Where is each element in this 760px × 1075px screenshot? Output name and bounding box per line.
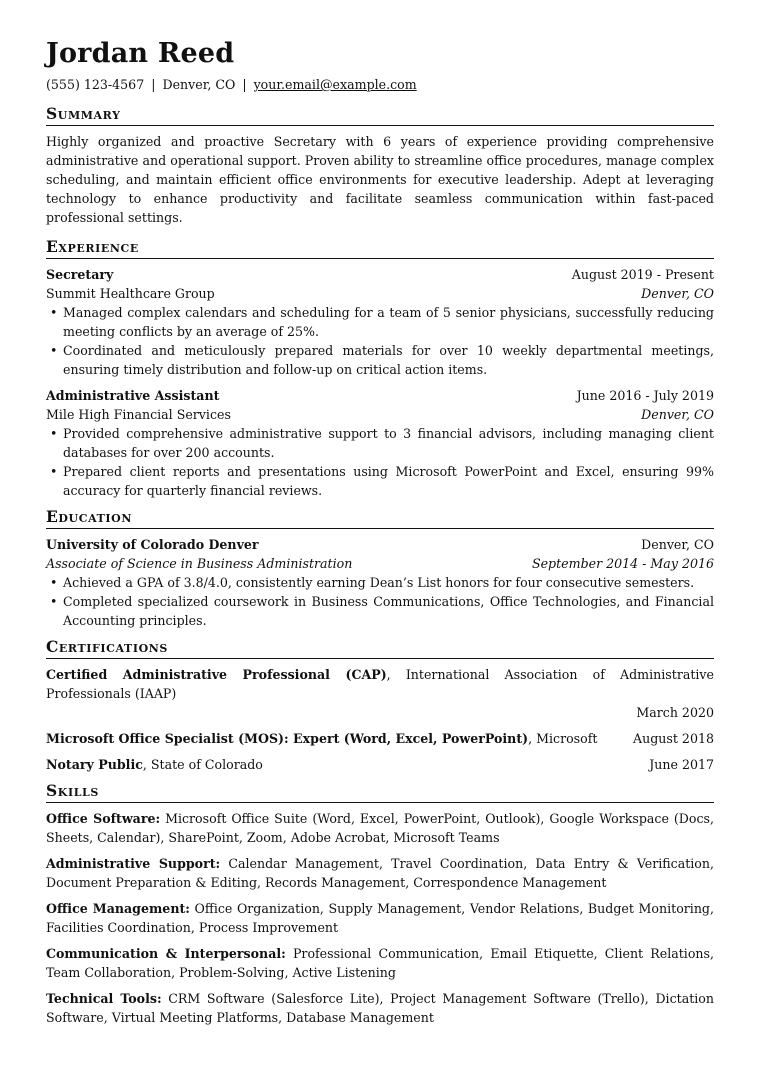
cert-issuer: , International Association of Administrative Professionals (IAAP) — [46, 667, 714, 701]
skill-item — [46, 899, 714, 937]
skill-label: Office Management: — [46, 901, 190, 916]
cert-text — [46, 755, 263, 774]
education-section — [46, 507, 714, 630]
list-item: • Coordinated and meticulously prepared materials for over 10 weekly departmental meetings, ensuring timely distribution and follow-up on critical action items. — [46, 341, 714, 379]
section-title: Summary — [46, 104, 714, 126]
skills-section — [46, 781, 714, 1027]
job-role: Administrative Assistant — [46, 388, 220, 403]
job-dates: August 2019 - Present — [571, 267, 714, 282]
degree-row — [46, 554, 714, 573]
list-item: • Completed specialized coursework in Business Communications, Office Technologies, and Financial Accounting principles. — [46, 592, 714, 630]
cert-issuer: , State of Colorado — [142, 757, 263, 772]
skill-text: CRM Software (Salesforce Lite), Project Management Software (Trello), Dictation Software, Virtual Meeting Platforms, Database Management — [46, 991, 714, 1025]
cert-text — [46, 729, 597, 748]
cert-name: Microsoft Office Specialist (MOS): Expert (Word, Excel, PowerPoint) — [46, 731, 529, 746]
list-item: • Prepared client reports and presentations using Microsoft PowerPoint and Excel, ensuring 99% accuracy for quarterly financial reviews. — [46, 462, 714, 500]
summary-section — [46, 104, 714, 227]
skill-label: Technical Tools: — [46, 991, 162, 1006]
school-header — [46, 535, 714, 554]
job-subheader — [46, 284, 714, 303]
job-role: Secretary — [46, 267, 114, 282]
candidate-name: Jordan Reed — [46, 38, 235, 69]
section-title: Experience — [46, 237, 714, 259]
job-company: Summit Healthcare Group — [46, 286, 215, 301]
location: Denver, CO — [162, 77, 236, 92]
skill-text: Calendar Management, Travel Coordination, Data Entry & Verification, Document Preparation & Editing, Records Management, Correspondence Management — [46, 856, 714, 890]
skill-text: Microsoft Office Suite (Word, Excel, PowerPoint, Outlook), Google Workspace (Docs, Sheets, Calendar), SharePoint, Zoom, Adobe Acrobat, Microsoft Teams — [46, 811, 714, 845]
school-location: Denver, CO — [641, 537, 714, 552]
experience-section — [46, 237, 714, 500]
cert-date: August 2018 — [633, 731, 714, 746]
school-name: University of Colorado Denver — [46, 537, 259, 552]
phone-number: (555) 123-4567 — [46, 77, 145, 92]
separator: | — [242, 77, 247, 92]
education-entry — [46, 535, 714, 630]
degree: Associate of Science in Business Administration — [46, 556, 353, 571]
certification-item — [46, 729, 714, 748]
cert-date: June 2017 — [649, 757, 714, 772]
cert-date: March 2020 — [636, 705, 714, 720]
cert-name: Certified Administrative Professional (CAP) — [46, 667, 387, 682]
skill-item — [46, 809, 714, 847]
list-item: • Provided comprehensive administrative support to 3 financial advisors, including managing client databases for over 200 accounts. — [46, 424, 714, 462]
section-title: Certifications — [46, 637, 714, 659]
list-item: • Achieved a GPA of 3.8/4.0, consistently earning Dean’s List honors for four consecutive semesters. — [46, 573, 714, 592]
job-bullets — [46, 303, 714, 379]
contact-line — [46, 76, 714, 94]
certifications-section — [46, 637, 714, 774]
skill-label: Office Software: — [46, 811, 161, 826]
job-header — [46, 386, 714, 405]
skill-text: Office Organization, Supply Management, Vendor Relations, Budget Monitoring, Facilities Coordination, Process Improvement — [46, 901, 714, 935]
job-bullets — [46, 424, 714, 500]
section-title: Skills — [46, 781, 714, 803]
job-dates: June 2016 - July 2019 — [576, 388, 714, 403]
skill-text: Professional Communication, Email Etiquette, Client Relations, Team Collaboration, Problem-Solving, Active Listening — [46, 946, 714, 980]
email-link[interactable]: your.email@example.com — [253, 77, 417, 92]
education-dates: September 2014 - May 2016 — [531, 556, 714, 571]
skill-label: Administrative Support: — [46, 856, 221, 871]
section-title: Education — [46, 507, 714, 529]
skill-item — [46, 989, 714, 1027]
job-entry — [46, 265, 714, 379]
certification-item — [46, 755, 714, 774]
cert-issuer: , Microsoft — [528, 731, 598, 746]
job-location: Denver, CO — [641, 407, 714, 422]
skill-item — [46, 944, 714, 982]
job-company: Mile High Financial Services — [46, 407, 231, 422]
cert-name: Notary Public — [46, 757, 143, 772]
skill-item — [46, 854, 714, 892]
job-entry — [46, 386, 714, 500]
skill-label: Communication & Interpersonal: — [46, 946, 286, 961]
separator: | — [151, 77, 156, 92]
cert-text — [46, 665, 714, 703]
job-header — [46, 265, 714, 284]
list-item: • Managed complex calendars and scheduling for a team of 5 senior physicians, successfully reducing meeting conflicts by an average of 25%. — [46, 303, 714, 341]
job-location: Denver, CO — [641, 286, 714, 301]
education-bullets — [46, 573, 714, 630]
summary-text: Highly organized and proactive Secretary with 6 years of experience providing comprehensive administrative and operational support. Proven ability to streamline office procedures, manage complex scheduling, and maintain efficient office environments for executive leadership. Adept at leveraging technology to enhance productivity and facilitate seamless communication within fast-paced professional settings. — [46, 134, 714, 225]
job-subheader — [46, 405, 714, 424]
certification-item — [46, 665, 714, 722]
